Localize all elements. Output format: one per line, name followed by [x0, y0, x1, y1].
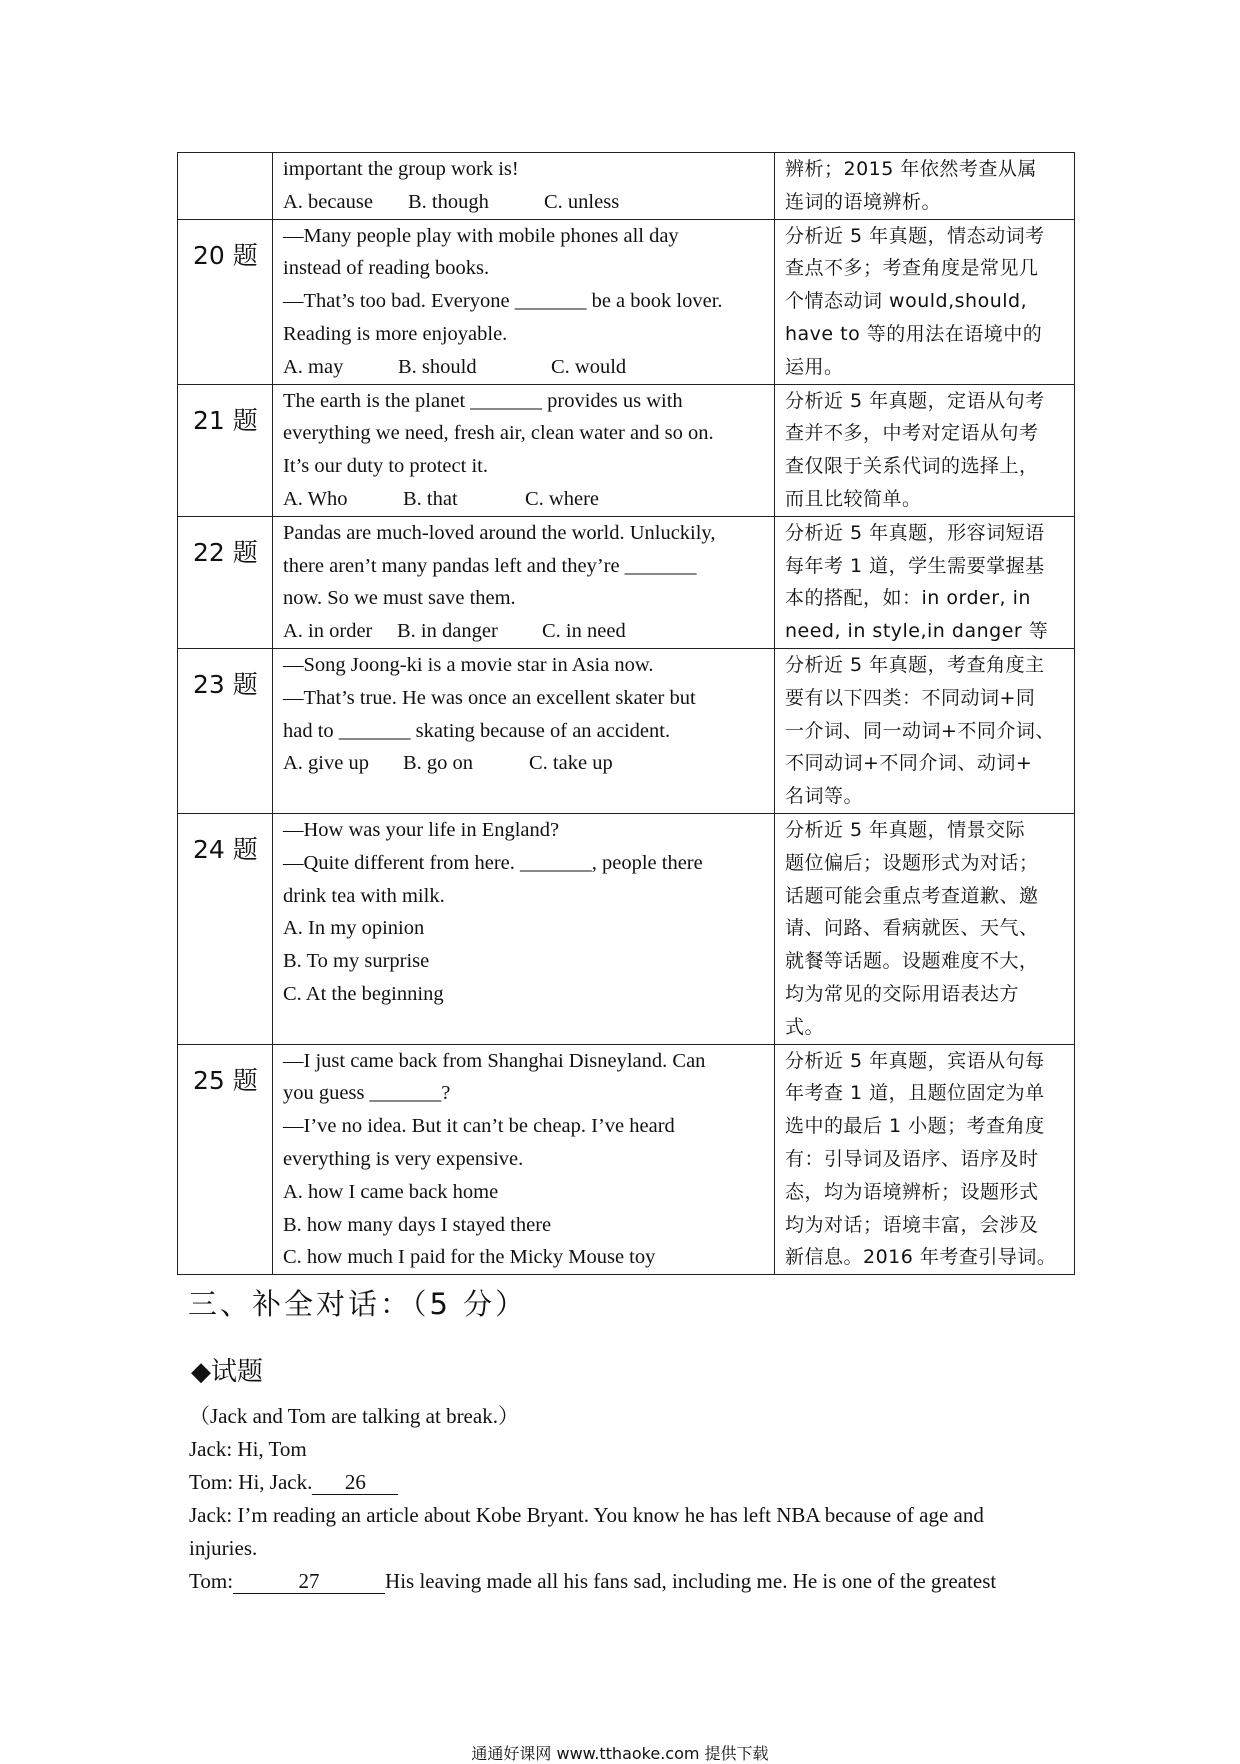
question-text-cell [273, 384, 775, 516]
question-row [178, 384, 1075, 516]
question-line: It’s our duty to protect it. [283, 455, 488, 478]
analysis-note-line: 查点不多；考查角度是常见几 [785, 257, 1039, 280]
answer-options [283, 351, 764, 384]
answer-option: C. in need [542, 620, 626, 643]
question-line: important the group work is! [283, 158, 519, 180]
question-line: B. how many days I stayed there [283, 1213, 552, 1236]
question-number: 22 题 [193, 537, 258, 567]
question-number-cell [178, 516, 273, 648]
answer-option: B. though [408, 190, 489, 213]
question-line: C. how much I paid for the Micky Mouse toy [283, 1246, 656, 1269]
analysis-note-line: 查并不多，中考对定语从句考 [785, 422, 1039, 445]
analysis-note-line: 一介词、同一动词+不同介词、 [785, 719, 1055, 742]
analysis-note-line: 分析近 5 年真题，考查角度主 [785, 653, 1045, 676]
analysis-note-cell [775, 813, 1075, 1044]
dialog-line-text: His leaving made all his fans sad, including me. He is one of the greatest [385, 1569, 997, 1593]
analysis-note-line: 就餐等话题。设题难度不大， [785, 950, 1039, 973]
answer-options [283, 483, 764, 516]
question-number-cell [178, 219, 273, 384]
answer-option: A. because [283, 190, 373, 213]
question-text-cell [273, 516, 775, 648]
answer-option: B. go on [403, 752, 474, 775]
analysis-note-line: 均为常见的交际用语表达方 [785, 982, 1020, 1005]
question-line: A. how I came back home [283, 1180, 499, 1203]
question-text-cell [273, 648, 775, 813]
analysis-note-line: 式。 [785, 1015, 825, 1038]
question-line: —I just came back from Shanghai Disneyland. Can [283, 1049, 706, 1072]
analysis-note-line: 新信息。2016 年考查引导词。 [785, 1246, 1057, 1269]
question-row [178, 648, 1075, 813]
answer-option: C. would [551, 355, 627, 378]
question-row [178, 219, 1075, 384]
question-line: everything we need, fresh air, clean water and so on. [283, 422, 714, 445]
question-line: —That’s true. He was once an excellent skater but [283, 686, 696, 709]
dialog-line: Jack: I’m reading an article about Kobe Bryant. You know he has left NBA because of age and [189, 1503, 984, 1527]
question-table [177, 152, 1075, 1275]
question-row [178, 153, 1075, 220]
answer-option: B. should [398, 355, 477, 378]
analysis-note-line: 本的搭配，如：in order, in [785, 587, 1031, 610]
analysis-note-cell [775, 153, 1075, 220]
dialog-speaker-text: Tom: Hi, Jack. [189, 1470, 313, 1494]
footer-credit: 通通好课网 www.tthaoke.com 提供下载 [471, 1744, 769, 1763]
answer-blank-26[interactable]: 26 [312, 1470, 398, 1495]
analysis-note-line: 辨析；2015 年依然考查从属 [785, 158, 1037, 180]
question-line: —Quite different from here. _______, people there [283, 851, 703, 874]
analysis-note-line: 查仅限于关系代词的选择上， [785, 455, 1039, 478]
question-line: A. In my opinion [283, 917, 425, 940]
section-subtitle: ◆试题 [191, 1357, 263, 1387]
analysis-note-line: 运用。 [785, 355, 844, 378]
analysis-note-line: 名词等。 [785, 785, 864, 808]
question-line: The earth is the planet _______ provides us with [283, 389, 683, 412]
question-number [178, 153, 272, 169]
analysis-note-line: 分析近 5 年真题，情景交际 [785, 818, 1026, 841]
dialog-line: Jack: Hi, Tom [189, 1437, 307, 1461]
section-title: 三、补全对话：（5 分） [188, 1287, 528, 1321]
analysis-note-line: 分析近 5 年真题，宾语从句每 [785, 1049, 1045, 1072]
question-number-cell [178, 648, 273, 813]
analysis-note-line: have to 等的用法在语境中的 [785, 322, 1043, 345]
question-text-cell [273, 219, 775, 384]
question-line: Pandas are much-loved around the world. Unluckily, [283, 521, 716, 544]
analysis-note-line: 个情态动词 would,should, [785, 290, 1028, 313]
analysis-note-cell [775, 384, 1075, 516]
analysis-note-line: 有：引导词及语序、语序及时 [785, 1147, 1039, 1170]
question-number-cell [178, 384, 273, 516]
dialog-line: injuries. [189, 1536, 258, 1560]
question-line: —Many people play with mobile phones all day [283, 224, 679, 247]
question-line: had to _______ skating because of an accident. [283, 719, 671, 742]
analysis-note-line: 选中的最后 1 小题；考查角度 [785, 1115, 1045, 1138]
analysis-note-line: 分析近 5 年真题，形容词短语 [785, 521, 1045, 544]
answer-option: B. in danger [397, 620, 498, 643]
analysis-note-line: 分析近 5 年真题，定语从句考 [785, 389, 1045, 412]
answer-options [283, 615, 764, 648]
analysis-note-cell [775, 516, 1075, 648]
answer-option: C. unless [544, 190, 620, 213]
question-line: instead of reading books. [283, 257, 490, 280]
question-line: C. At the beginning [283, 982, 444, 1005]
question-line: drink tea with milk. [283, 884, 445, 907]
question-line: there aren’t many pandas left and they’re _______ [283, 554, 697, 577]
analysis-note-line: 年考查 1 道，且题位固定为单 [785, 1082, 1045, 1105]
question-text-cell [273, 153, 775, 220]
question-row [178, 516, 1075, 648]
dialog-block [189, 1400, 1061, 1598]
question-number: 24 题 [193, 834, 258, 864]
answer-option: A. in order [283, 620, 373, 643]
analysis-note-line: 不同动词+不同介词、动词+ [785, 752, 1033, 775]
analysis-note-cell [775, 648, 1075, 813]
answer-options [283, 747, 764, 780]
answer-option: A. Who [283, 487, 348, 510]
analysis-note-line: 话题可能会重点考查道歉、邀 [785, 884, 1039, 907]
answer-option: C. where [525, 487, 600, 510]
analysis-note-line: 分析近 5 年真题，情态动词考 [785, 224, 1045, 247]
analysis-note-line: 请、问路、看病就医、天气、 [785, 917, 1039, 940]
question-line: —Song Joong-ki is a movie star in Asia now. [283, 653, 654, 676]
question-line: —That’s too bad. Everyone _______ be a book lover. [283, 290, 723, 313]
question-number: 20 题 [193, 240, 258, 270]
answer-blank-27[interactable]: 27 [233, 1569, 385, 1594]
question-line: you guess _______? [283, 1082, 451, 1105]
analysis-note-line: 要有以下四类：不同动词+同 [785, 686, 1036, 709]
analysis-note-line: 题位偏后；设题形式为对话； [785, 851, 1039, 874]
question-line: —I’ve no idea. But it can’t be cheap. I’ve heard [283, 1115, 675, 1138]
answer-options [283, 186, 764, 219]
question-number-cell [178, 813, 273, 1044]
dialog-line [189, 1565, 1061, 1598]
analysis-note-line: 均为对话；语境丰富，会涉及 [785, 1213, 1039, 1236]
analysis-note-cell [775, 1044, 1075, 1275]
question-text-cell [273, 1044, 775, 1275]
dialog-line [189, 1466, 1061, 1499]
question-number: 21 题 [193, 405, 258, 435]
answer-option: B. that [403, 487, 458, 510]
analysis-note-line: 每年考 1 道，学生需要掌握基 [785, 554, 1045, 577]
question-line: Reading is more enjoyable. [283, 322, 508, 345]
analysis-note-line: 而且比较简单。 [785, 487, 922, 510]
answer-option: A. give up [283, 752, 369, 775]
question-line: B. To my surprise [283, 950, 430, 973]
analysis-note-line: need, in style,in danger 等 [785, 620, 1049, 643]
question-number-cell [178, 1044, 273, 1275]
analysis-note-line: 连词的语境辨析。 [785, 190, 942, 213]
question-number-cell [178, 153, 273, 220]
question-line: —How was your life in England? [283, 818, 560, 841]
question-row [178, 813, 1075, 1044]
question-number: 25 题 [193, 1065, 258, 1095]
analysis-note-cell [775, 219, 1075, 384]
question-number: 23 题 [193, 669, 258, 699]
question-line: now. So we must save them. [283, 587, 516, 610]
answer-option: C. take up [529, 752, 613, 775]
question-text-cell [273, 813, 775, 1044]
answer-option: A. may [283, 355, 344, 378]
dialog-intro: （Jack and Tom are talking at break.） [189, 1404, 519, 1428]
analysis-note-line: 态，均为语境辨析；设题形式 [785, 1180, 1039, 1203]
question-line: everything is very expensive. [283, 1147, 524, 1170]
question-row [178, 1044, 1075, 1275]
dialog-speaker-text: Tom: [189, 1569, 234, 1593]
